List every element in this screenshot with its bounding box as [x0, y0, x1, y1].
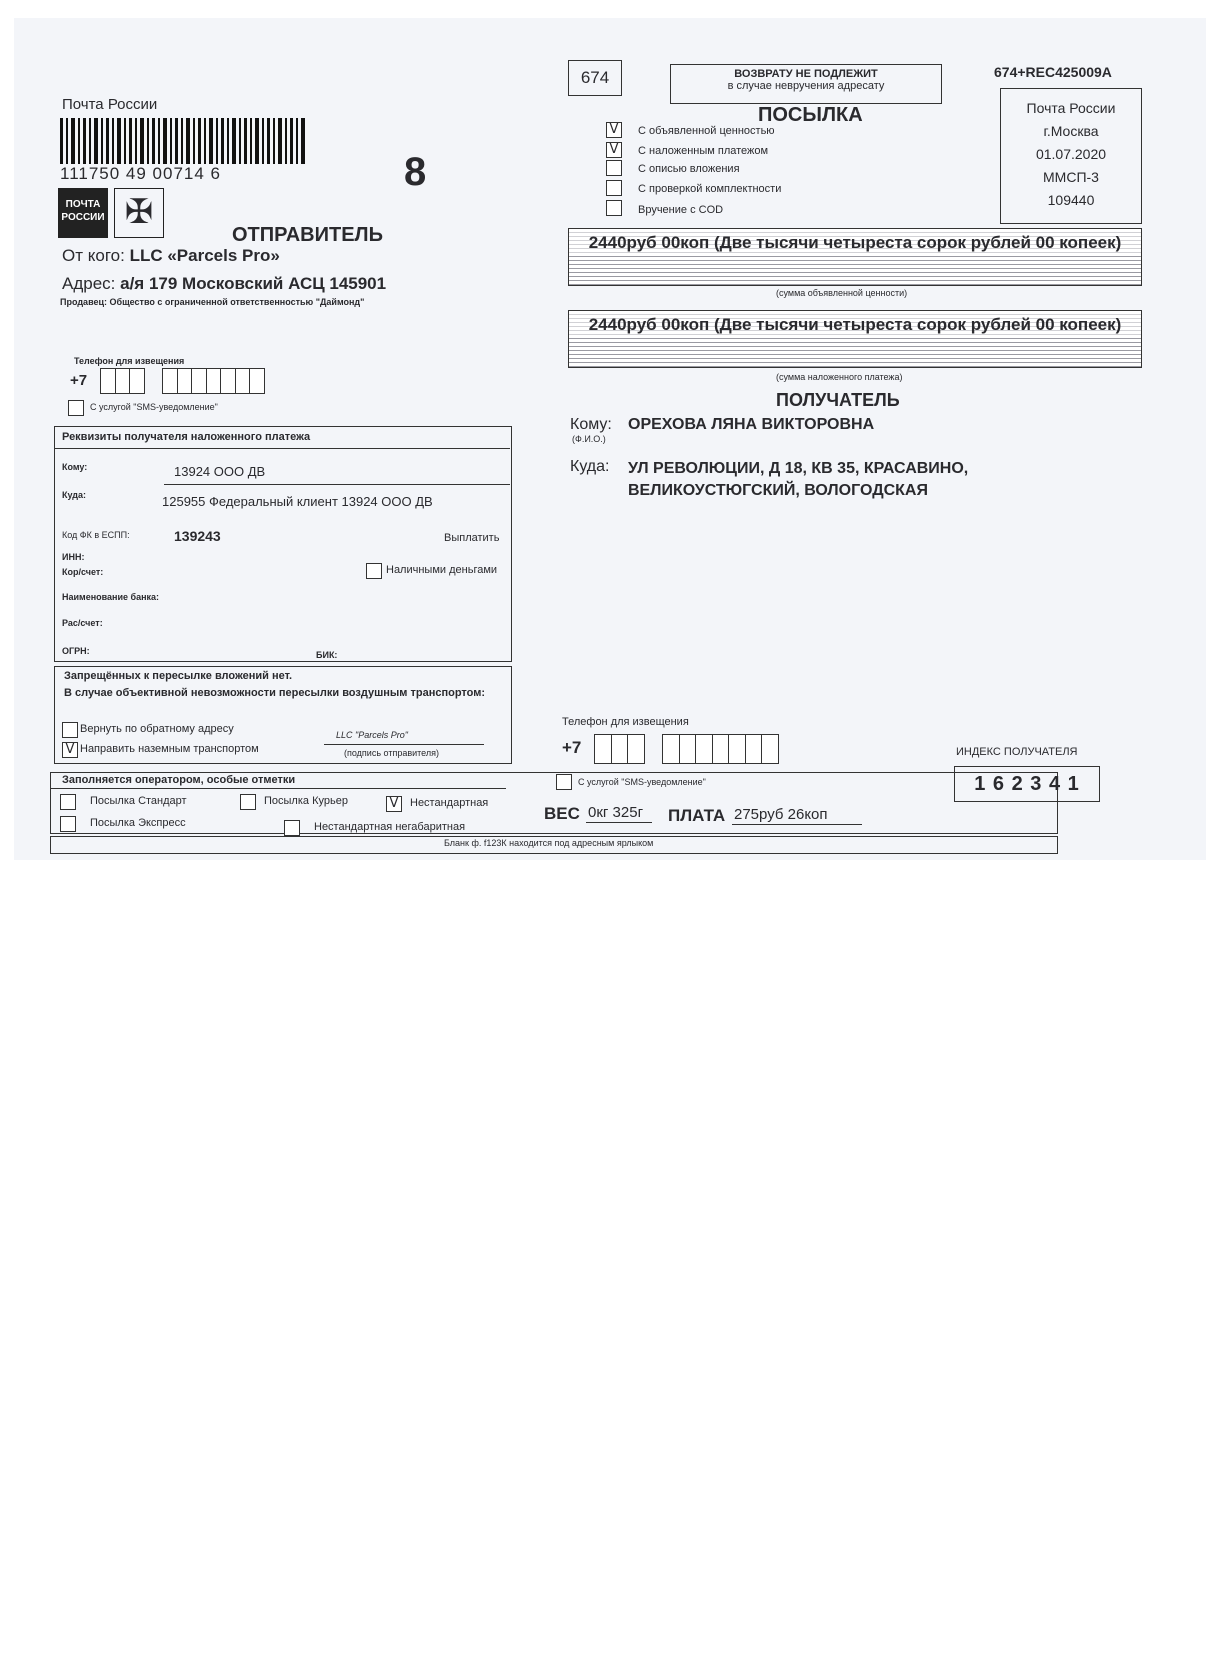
prohibited-line2: В случае объективной невозможности пересылки воздушным транспортом:: [64, 687, 486, 699]
operator-title: Заполняется оператором, особые отметки: [62, 774, 296, 786]
option-inventory-checkbox[interactable]: [606, 160, 622, 176]
stamp-line1: Почта России: [1026, 100, 1116, 116]
option-cod-checkbox[interactable]: V: [606, 142, 622, 158]
sender-sms-checkbox[interactable]: [68, 400, 84, 416]
prohibited-line1: Запрещённых к пересылке вложений нет.: [64, 670, 293, 682]
declared-value-text: 2440руб 00коп (Две тысячи четыреста сорок рублей 00 копеек): [569, 229, 1141, 254]
weight-value: 0кг 325г: [588, 804, 644, 821]
option-cod-label: С наложенным платежом: [638, 145, 769, 157]
eagle-emblem-icon: ✠: [114, 188, 164, 238]
from-label: От кого:: [62, 246, 125, 265]
fee-value: 275руб 26коп: [734, 806, 828, 823]
sender-from: [62, 246, 280, 266]
standard-label: Посылка Стандарт: [90, 795, 187, 807]
option-cod-delivery-label: Вручение с COD: [638, 204, 724, 216]
post-name: Почта России: [62, 96, 158, 113]
address-value: а/я 179 Московский АСЦ 145901: [120, 274, 387, 293]
weight-label: ВЕС: [544, 804, 580, 823]
no-return-box: [670, 64, 942, 104]
recipient-address: [628, 458, 968, 502]
option-declared-value-label: С объявленной ценностью: [638, 125, 775, 137]
express-checkbox[interactable]: [60, 816, 76, 832]
standard-checkbox[interactable]: [60, 794, 76, 810]
courier-checkbox[interactable]: [240, 794, 256, 810]
ground-checkbox[interactable]: V: [62, 742, 78, 758]
express-label: Посылка Экспресс: [90, 817, 186, 829]
sender-address: [62, 274, 386, 294]
oversize-checkbox[interactable]: [284, 820, 300, 836]
cod-to-label: Кому:: [62, 462, 88, 472]
recipient-sms-label: С услугой "SMS-уведомление": [578, 777, 706, 787]
cod-requisites-box: [54, 426, 512, 662]
fk-value: 139243: [174, 528, 221, 544]
sender-phone-label: Телефон для извещения: [74, 356, 185, 366]
cod-requisites-title: Реквизиты получателя наложенного платежа: [62, 431, 311, 443]
zone-number: 8: [404, 150, 427, 194]
recipient-phone-label: Телефон для извещения: [562, 716, 689, 728]
recipient-to-label: Кому:: [570, 416, 612, 433]
postal-stamp: [1000, 88, 1142, 224]
no-return-line1: ВОЗВРАТУ НЕ ПОДЛЕЖИТ: [734, 68, 878, 80]
declared-value-caption: (сумма объявленной ценности): [776, 288, 908, 298]
recipient-title: ПОЛУЧАТЕЛЬ: [776, 390, 900, 410]
fk-label: Код ФК в ЕСПП:: [62, 530, 130, 540]
option-inventory-label: С описью вложения: [638, 163, 740, 175]
nonstandard-checkbox[interactable]: V: [386, 796, 402, 812]
pochta-logo: ПОЧТА РОССИИ: [58, 188, 108, 238]
cash-label: Наличными деньгами: [386, 564, 498, 576]
recipient-name: ОРЕХОВА ЛЯНА ВИКТОРОВНА: [628, 416, 875, 433]
bik-label: БИК:: [316, 650, 338, 660]
kors-label: Кор/счет:: [62, 567, 104, 577]
cod-where-value: 125955 Федеральный клиент 13924 ООО ДВ: [162, 494, 433, 509]
return-label: Вернуть по обратному адресу: [80, 723, 234, 735]
recipient-where-label: Куда:: [570, 458, 610, 475]
from-value: LLC «Parcels Pro»: [129, 246, 280, 265]
stamp-line4: ММСП-3: [1043, 169, 1099, 185]
cod-amount-box: [568, 310, 1142, 368]
signature-value: LLC "Parcels Pro": [336, 730, 408, 740]
signature-caption: (подпись отправителя): [344, 748, 439, 758]
nonstandard-label: Нестандартная: [410, 797, 489, 809]
option-completeness-checkbox[interactable]: [606, 180, 622, 196]
parcel-title: ПОСЫЛКА: [758, 104, 863, 126]
return-checkbox[interactable]: [62, 722, 78, 738]
address-label: Адрес:: [62, 274, 116, 293]
ogrn-label: ОГРН:: [62, 646, 90, 656]
cod-to-value: 13924 ООО ДВ: [174, 464, 266, 479]
cod-amount-text: 2440руб 00коп (Две тысячи четыреста сорок рублей 00 копеек): [569, 311, 1141, 336]
seller-line: Продавец: Общество с ограниченной ответственностью "Даймонд": [60, 297, 365, 307]
recipient-address-line2: ВЕЛИКОУСТЮГСКИЙ, ВОЛОГОДСКАЯ: [628, 482, 928, 499]
declared-value-box: [568, 228, 1142, 286]
sender-phone-cells[interactable]: [100, 368, 264, 399]
oversize-label: Нестандартная негабаритная: [314, 821, 466, 833]
fio-caption: (Ф.И.О.): [572, 434, 606, 444]
stamp-line2: г.Москва: [1043, 123, 1099, 139]
recipient-phone-prefix: +7: [562, 738, 582, 757]
recipient-address-line1: УЛ РЕВОЛЮЦИИ, Д 18, КВ 35, КРАСАВИНО,: [628, 460, 969, 477]
pay-label: Выплатить: [444, 532, 500, 544]
option-completeness-label: С проверкой комплектности: [638, 183, 782, 195]
stamp-line3: 01.07.2020: [1035, 146, 1107, 162]
recipient-index: 1 6 2 3 4 1: [954, 766, 1100, 802]
rs-label: Рас/счет:: [62, 618, 103, 628]
inn-label: ИНН:: [62, 552, 85, 562]
form-note: Бланк ф. f123К находится под адресным ярлыком: [444, 838, 654, 848]
fee-label: ПЛАТА: [668, 806, 726, 825]
option-cod-delivery-checkbox[interactable]: [606, 200, 622, 216]
recipient-phone-cells[interactable]: [594, 734, 778, 769]
barcode: [60, 118, 310, 164]
stamp-line5: 109440: [1047, 192, 1095, 208]
sender-title: ОТПРАВИТЕЛЬ: [232, 224, 383, 246]
recipient-sms-checkbox[interactable]: [556, 774, 572, 790]
cash-checkbox[interactable]: [366, 563, 382, 579]
ground-label: Направить наземным транспортом: [80, 743, 259, 755]
courier-label: Посылка Курьер: [264, 795, 348, 807]
bank-label: Наименование банка:: [62, 592, 160, 602]
index-label: ИНДЕКС ПОЛУЧАТЕЛЯ: [956, 746, 1078, 758]
sender-sms-label: С услугой "SMS-уведомление": [90, 402, 218, 412]
sender-phone-prefix: +7: [70, 372, 88, 389]
code-box: 674: [568, 60, 622, 96]
barcode-digits: 111750 49 00714 6: [60, 164, 222, 183]
postal-form: [14, 18, 1206, 860]
tracking-number: 674+REC425009A: [994, 64, 1112, 80]
cod-amount-caption: (сумма наложенного платежа): [776, 372, 903, 382]
cod-where-label: Куда:: [62, 490, 86, 500]
no-return-line2: в случае невручения адресату: [727, 80, 885, 92]
option-declared-value-checkbox[interactable]: V: [606, 122, 622, 138]
